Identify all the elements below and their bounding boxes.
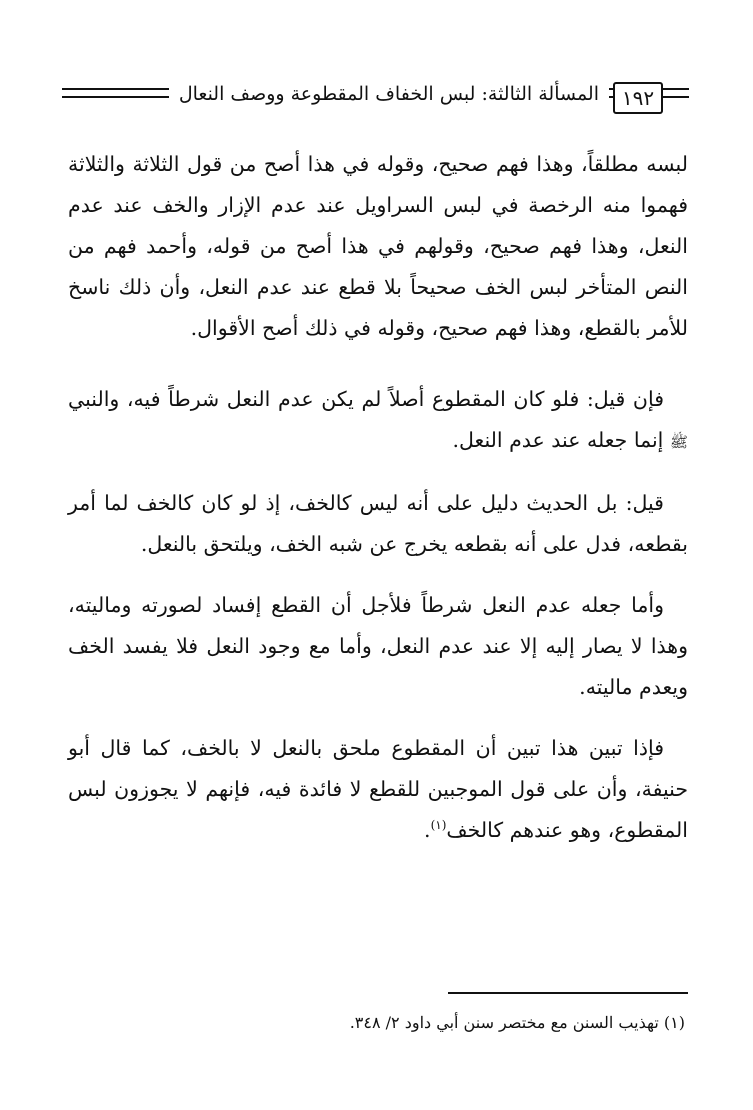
paragraph-4: وأما جعله عدم النعل شرطاً فلأجل أن القطع إفساد لصورته وماليته، وهذا لا يصار إليه إلا عند عدم النعل، وأما مع وجود النعل فلا يفسد الخف ويعدم ماليته. [68, 593, 688, 699]
paragraph-3: قيل: بل الحديث دليل على أنه ليس كالخف، إذ لو كان كالخف لما أمر بقطعه، فدل على أنه بقطعه يخرج عن شبه الخف، ويلتحق بالنعل. [68, 491, 688, 556]
footnote-marker: (١) [430, 818, 447, 833]
header-title: المسألة الثالثة: لبس الخفاف المقطوعة ووصف النعال [169, 80, 609, 108]
page-number: ١٩٢ [613, 82, 663, 114]
paragraph-5-text: فإذا تبين هذا تبين أن المقطوع ملحق بالنعل لا بالخف، كما قال أبو حنيفة، وأن على قول الموجبين للقطع لا فائدة فيه، فإنهم لا يجوزون لبس المقطوع، وهو عندهم كالخف [68, 736, 688, 842]
footnote-rule [448, 992, 688, 994]
footnote: (١) تهذيب السنن مع مختصر سنن أبي داود ٢/ ٣٤٨. [349, 1013, 685, 1032]
paragraph-2-part-b: إنما جعله عند عدم النعل. [452, 428, 664, 452]
page-body [68, 144, 688, 871]
paragraph-5-end: . [424, 818, 431, 842]
paragraph-1: لبسه مطلقاً، وهذا فهم صحيح، وقوله في هذا أصح من قول الثلاثة والثلاثة فهموا منه الرخصة في لبس السراويل عند عدم الإزار والخف عند عدم النعل، وهذا فهم صحيح، وقولهم في هذا أصح من قوله، وأحمد فهم من النص المتأخر لبس الخف صحيحاً بلا قطع عند عدم النعل، وأن ذلك ناسخ للأمر بالقطع، وهذا فهم صحيح، وقوله في ذلك أصح الأقوال. [68, 152, 688, 340]
running-header [62, 76, 689, 116]
paragraph-5 [68, 728, 688, 851]
paragraph-2 [68, 379, 688, 463]
paragraph-2-part-a: فإن قيل: فلو كان المقطوع أصلاً لم يكن عدم النعل شرطاً فيه، والنبي [68, 387, 664, 411]
salutation-glyph: ﷺ [669, 433, 688, 451]
